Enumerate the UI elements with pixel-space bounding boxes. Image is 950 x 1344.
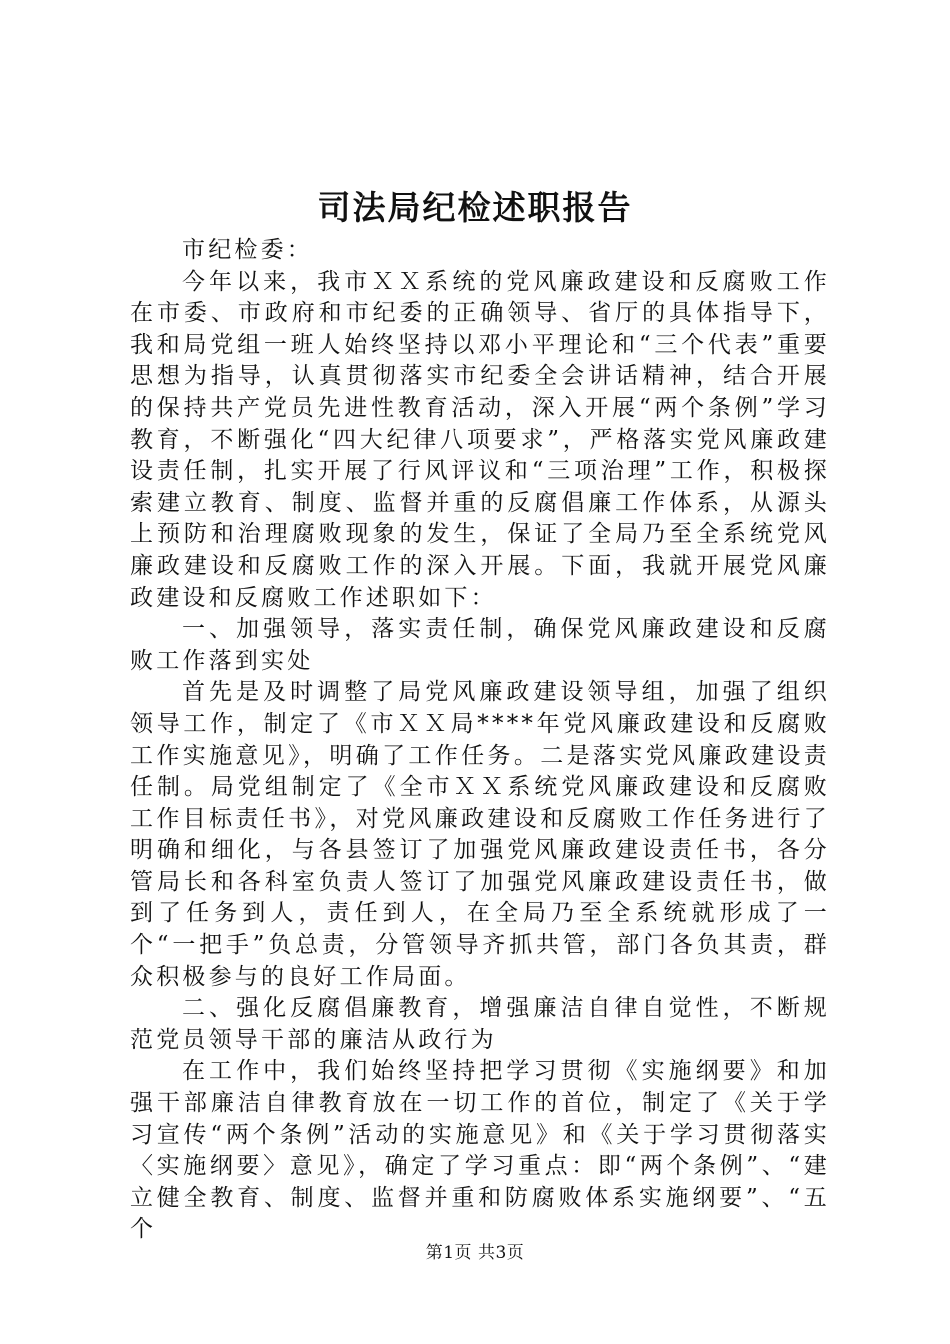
document-body xyxy=(130,235,830,1246)
page-footer: 第1页 共3页 xyxy=(425,1243,525,1263)
document-title: 司法局纪检述职报告 xyxy=(317,188,633,227)
section-heading: 一、加强领导，落实责任制，确保党风廉政建设和反腐败工作落到实处 xyxy=(130,616,830,674)
section-heading: 二、强化反腐倡廉教育，增强廉洁自律自觉性，不断规范党员领导干部的廉洁从政行为 xyxy=(130,995,830,1053)
body-paragraph: 首先是及时调整了局党风廉政建设领导组，加强了组织领导工作，制定了《市ＸＸ局****年党风廉政建设和反腐败工作实施意见》，明确了工作任务。二是落实党风廉政建设责任制。局党组制定了《全市ＸＸ系统党风廉政建设和反腐败工作目标责任书》，对党风廉政建设和反腐败工作任务进行了明确和细化，与各县签订了加强党风廉政建设责任书，各分管局长和各科室负责人签订了加强党风廉政建设责任书，做到了任务到人，责任到人，在全局乃至全系统就形成了一个“一把手”负总责，分管领导齐抓共管，部门各负其责，群众积极参与的良好工作局面。 xyxy=(130,679,830,990)
salutation: 市纪检委： xyxy=(182,237,313,263)
body-paragraph: 在工作中，我们始终坚持把学习贯彻《实施纲要》和加强干部廉洁自律教育放在一切工作的首位，制定了《关于学习宣传“两个条例”活动的实施意见》和《关于学习贯彻落实〈实施纲要〉意见》，确定了学习重点：即“两个条例”、“建立健全教育、制度、监督并重和防腐败体系实施纲要”、“五个 xyxy=(130,1058,830,1243)
body-paragraph: 今年以来，我市ＸＸ系统的党风廉政建设和反腐败工作在市委、市政府和市纪委的正确领导、省厅的具体指导下，我和局党组一班人始终坚持以邓小平理论和“三个代表”重要思想为指导，认真贯彻落实市纪委全会讲话精神，结合开展的保持共产党员先进性教育活动，深入开展“两个条例”学习教育，不断强化“四大纪律八项要求”，严格落实党风廉政建设责任制，扎实开展了行风评议和“三项治理”工作，积极探索建立教育、制度、监督并重的反腐倡廉工作体系，从源头上预防和治理腐败现象的发生，保证了全局乃至全系统党风廉政建设和反腐败工作的深入开展。下面，我就开展党风廉政建设和反腐败工作述职如下： xyxy=(130,268,830,611)
